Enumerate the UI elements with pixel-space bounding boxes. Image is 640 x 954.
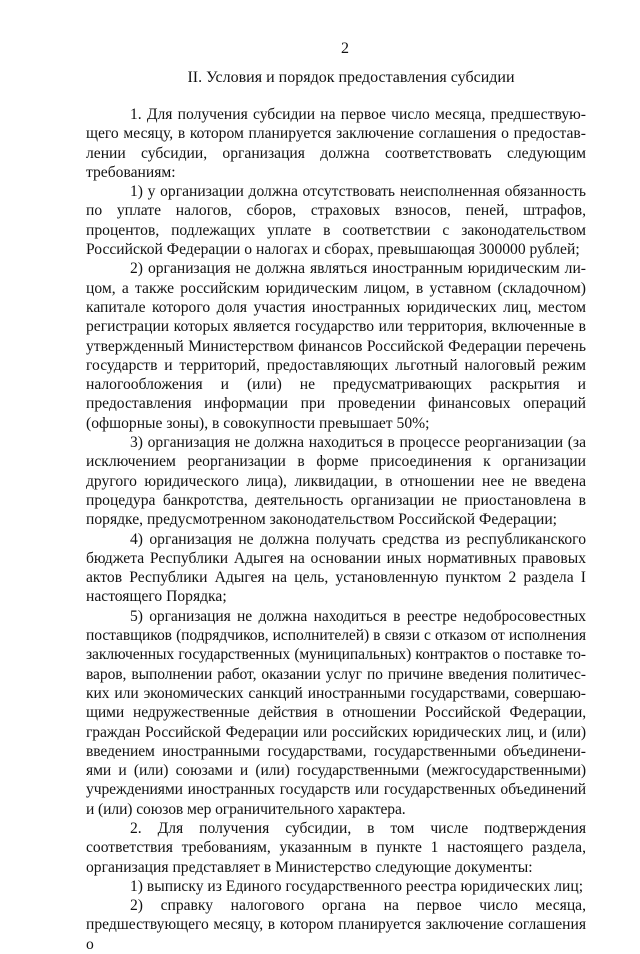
page-number: 2 [341,40,349,57]
section-title: II. Условия и порядок предоставления субсидии [187,69,515,86]
paragraph-2-item-1: 1) выписку из Единого государственного реестра юридических лиц; [130,877,584,895]
paragraph-2-item-2: 2) справку налогового органа на первое число месяца, предшествующего месяцу, в котором планируется заключение соглашения о [86,897,586,953]
paragraph-1-item-5: 5) организация не должна находиться в реестре недобросовестных поставщиков (подрядчиков, исполнителей) в связи с отказом от исполнения заключенных государственных (муниципальных) контрактов о поставке товаров, выполнении работ, оказании услуг по причине введения политических или экономических санкций иностранными государствами, совершающими недружественные действия в отношении Российской Федерации, граждан Российской Федерации или российских юридических лиц, и (или) введением иностранными государствами, государственными объединениями и (или) союзами и (или) государственными (межгосударственными) учреждениями иностранных государств или государственных объединений и (или) союзов мер ограничительного характера. [86,607,586,818]
paragraph-1-item-1: 1) у организации должна отсутствовать неисполненная обязанность по уплате налогов, сборов, страховых взносов, пеней, штрафов, процентов, подлежащих уплате в соответствии с законодательством Российской Федерации о налогах и сборах, превышающая 300000 рублей; [86,183,586,259]
paragraph-1: 1. Для получения субсидии на первое число месяца, предшествующего месяцу, в котором планируется заключение соглашения о предоставлении субсидии, организация должна соответствовать следующим требованиям: [86,106,586,181]
paragraph-1-item-3: 3) организация не должна находиться в процессе реорганизации (за исключением реорганизации в форме присоединения к организации другого юридического лица), ликвидации, в отношении нее не введена процедура банкротства, деятельность организации не приостановлена в порядке, предусмотренном законодательством Российской Федерации; [86,434,586,529]
paragraph-1-item-4: 4) организация не должна получать средства из республиканского бюджета Республики Адыгея на основании иных нормативных правовых актов Республики Адыгея на цель, установленную пунктом 2 раздела I настоящего Порядка; [86,530,586,606]
paragraph-2: 2. Для получения субсидии, в том числе подтверждения соответствия требованиям, указанным в пункте 1 настоящего раздела, организация представляет в Министерство следующие документы: [86,819,586,876]
paragraph-1-item-2: 2) организация не должна являться иностранным юридическим лицом, а также российским юридическим лицом, в уставном (складочном) капитале которого доля участия иностранных юридических лиц, местом регистрации которых является государство или территория, включенные в утвержденный Министерством финансов Российской Федерации перечень государств и территорий, предоставляющих льготный налоговый режим налогообложения и (или) не предусматривающих раскрытия и предоставления информации при проведении финансовых операций (офшорные зоны), в совокупности превышает 50%; [86,260,586,432]
